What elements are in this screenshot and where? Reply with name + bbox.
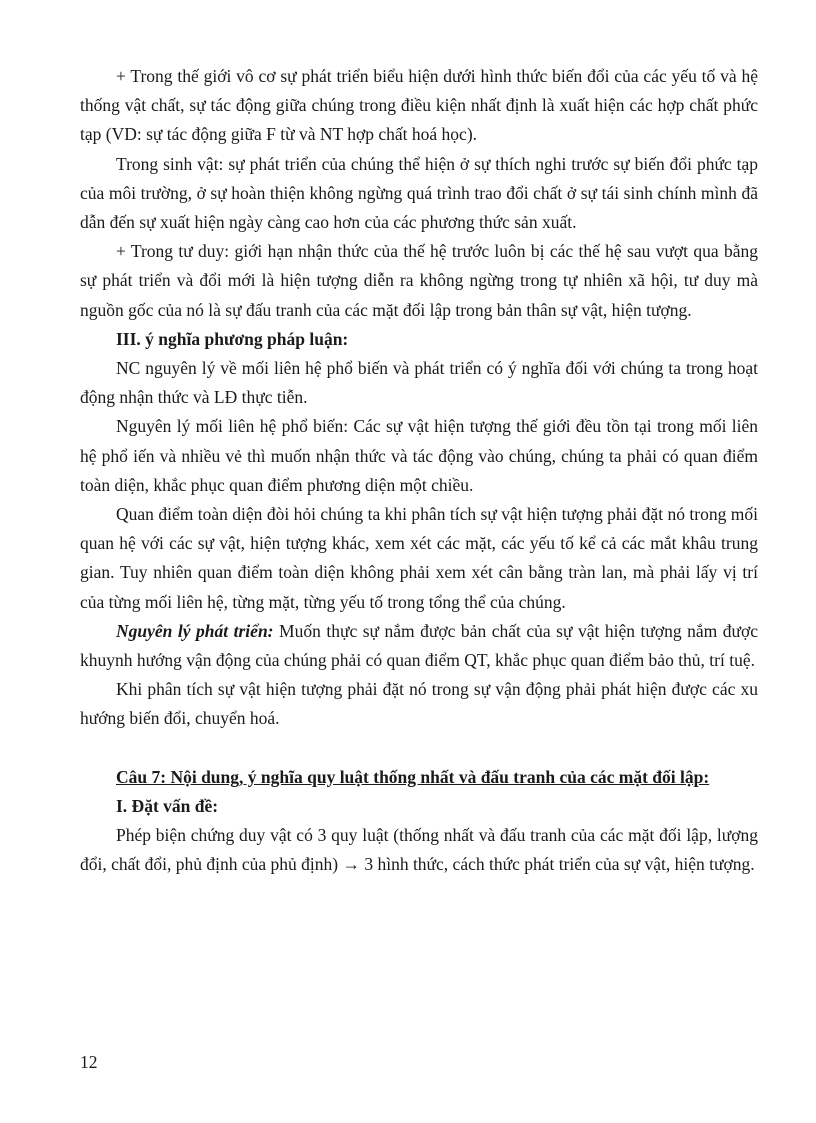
paragraph-comprehensive-view: Quan điểm toàn diện đòi hỏi chúng ta khi phân tích sự vật hiện tượng phải đặt nó trong mối quan hệ với các sự vật, hiện tượng khác, xem xét các mặt, các yếu tố kể cả các mắt khâu trung gian. Tuy nhiên quan điểm toàn diện không phải xem xét cân bằng tràn lan, mà phải lấy vị trí của từng mối liên hệ, từng mặt, từng yếu tố trong tổng thể của chúng. xyxy=(80,504,758,612)
paragraph-analysis: Khi phân tích sự vật hiện tượng phải đặt nó trong sự vận động phải phát hiện được các xu hướng biến đổi, chuyển hoá. xyxy=(80,679,758,729)
question-7-title: Câu 7: Nội dung, ý nghĩa quy luật thống nhất và đấu tranh của các mặt đối lập: xyxy=(116,766,710,787)
paragraph-universal-connection: Nguyên lý mối liên hệ phổ biến: Các sự vật hiện tượng thế giới đều tồn tại trong mối liên hệ phổ iến và nhiều vẻ thì muốn nhận thức và tác động vào chúng, chúng ta phải có quan điểm toàn diện, khắc phục quan điểm phương diện một chiều. xyxy=(80,416,758,495)
paragraph-biology: Trong sinh vật: sự phát triển của chúng thể hiện ở sự thích nghi trước sự biến đổi phức tạp của môi trường, ở sự hoàn thiện không ngừng quá trình trao đổi chất ở sự tái sinh chính mình đã dẫn đến sự xuất hiện ngày càng cao hơn của các phương thức sản xuất. xyxy=(80,153,758,233)
section-heading-introduction: I. Đặt vấn đề: xyxy=(116,795,219,816)
document-page xyxy=(80,62,758,879)
development-principle-text: Muốn thực sự nắm được bản chất của sự vật hiện tượng nắm được khuynh hướng vận động của chúng phải có quan điểm QT, khắc phục quan điểm bảo thủ, trí tuệ. xyxy=(80,620,758,671)
paragraph-methodology-intro: NC nguyên lý về mối liên hệ phổ biến và phát triển có ý nghĩa đối với chúng ta trong hoạt động nhận thức và LĐ thực tiễn. xyxy=(80,358,758,408)
page-number: 12 xyxy=(80,1052,98,1072)
paragraph-inorganic: + Trong thế giới vô cơ sự phát triển biểu hiện dưới hình thức biến đổi của các yếu tố và hệ thống vật chất, sự tác động giữa chúng trong điều kiện nhất định là xuất hiện các hợp chất phức tạp (VD: sự tác động giữa F từ và NT hợp chất hoá học). xyxy=(80,66,758,145)
paragraph-development-principle xyxy=(80,617,758,675)
section-heading-methodology: III. ý nghĩa phương pháp luận: xyxy=(116,328,349,349)
paragraph-thinking: + Trong tư duy: giới hạn nhận thức của thế hệ trước luôn bị các thế hệ sau vượt qua bằng sự phát triển và đổi mới là hiện tượng diễn ra không ngừng trong tự nhiên xã hội, tư duy mà nguồn gốc của nó là sự đấu tranh của các mặt đối lập trong bản thân sự vật, hiện tượng. xyxy=(80,241,758,320)
development-principle-label: Nguyên lý phát triển: xyxy=(116,620,274,641)
spacer xyxy=(80,734,758,763)
paragraph-three-laws: Phép biện chứng duy vật có 3 quy luật (thống nhất và đấu tranh của các mặt đối lập, lượng đổi, chất đổi, phủ định của phủ định) → 3 hình thức, cách thức phát triển của sự vật, hiện tượng. xyxy=(80,825,758,875)
